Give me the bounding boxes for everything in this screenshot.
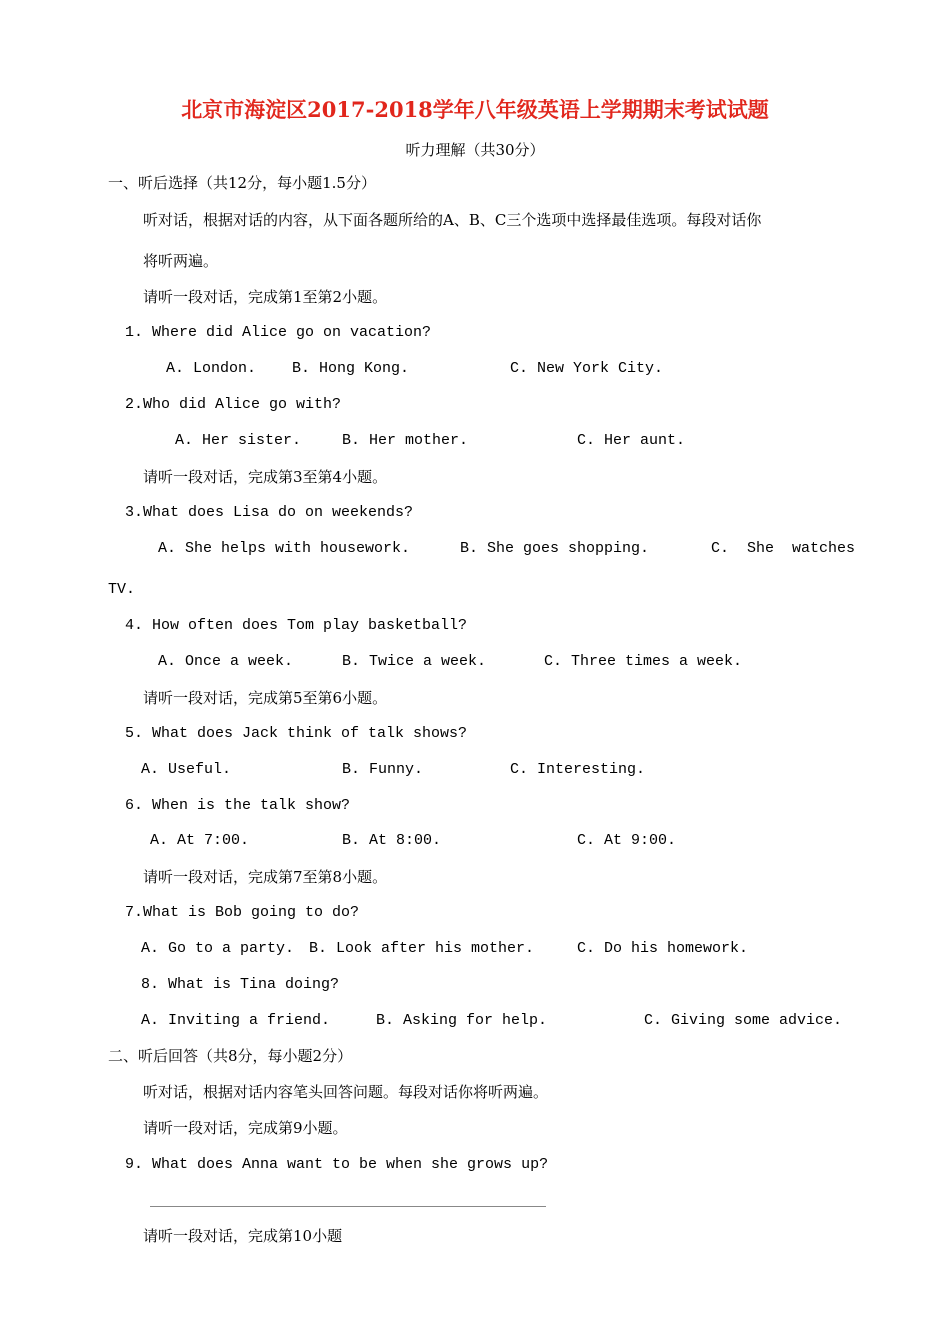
q3-option-c-cont: TV. bbox=[108, 581, 136, 598]
q6-option-b: B. At 8:00. bbox=[342, 832, 442, 849]
section1-instruction: 听对话，根据对话的内容，从下面各题所给的A、B、C三个选项中选择最佳选项。每段对话你 bbox=[143, 211, 762, 229]
q3-option-b: B. She goes shopping. bbox=[460, 540, 650, 557]
answer-line[interactable] bbox=[150, 1205, 546, 1207]
question-4: 4. How often does Tom play basketball? bbox=[125, 617, 468, 634]
q7-option-c: C. Do his homework. bbox=[577, 940, 749, 957]
q7-option-a: A. Go to a party. bbox=[141, 940, 295, 957]
q3-option-a: A. She helps with housework. bbox=[158, 540, 411, 557]
question-1: 1. Where did Alice go on vacation? bbox=[125, 324, 432, 341]
q5-option-c: C. Interesting. bbox=[510, 761, 646, 778]
q4-option-c: C. Three times a week. bbox=[544, 653, 743, 670]
dialog2-instruction: 请听一段对话，完成第3至第4小题。 bbox=[143, 468, 388, 486]
question-6: 6. When is the talk show? bbox=[125, 797, 351, 814]
q4-option-a: A. Once a week. bbox=[158, 653, 294, 670]
page-title: 北京市海淀区2017-2018学年八年级英语上学期期末考试试题 bbox=[181, 97, 769, 122]
q2-option-a: A. Her sister. bbox=[175, 432, 302, 449]
q2-option-b: B. Her mother. bbox=[342, 432, 469, 449]
question-8: 8. What is Tina doing? bbox=[141, 976, 340, 993]
question-3: 3.What does Lisa do on weekends? bbox=[125, 504, 414, 521]
q8-option-a: A. Inviting a friend. bbox=[141, 1012, 331, 1029]
section2-heading: 二、听后回答（共8分，每小题2分） bbox=[108, 1047, 353, 1065]
dialog3-instruction: 请听一段对话，完成第5至第6小题。 bbox=[143, 689, 388, 707]
section2-instruction: 听对话，根据对话内容笔头回答问题。每段对话你将听两遍。 bbox=[143, 1083, 549, 1101]
page-subtitle: 听力理解（共30分） bbox=[405, 141, 545, 159]
q1-option-a: A. London. bbox=[166, 360, 257, 377]
q1-option-b: B. Hong Kong. bbox=[292, 360, 410, 377]
q3-option-c: C. She watches bbox=[711, 540, 856, 557]
q8-option-c: C. Giving some advice. bbox=[644, 1012, 843, 1029]
q5-option-a: A. Useful. bbox=[141, 761, 232, 778]
q6-option-a: A. At 7:00. bbox=[150, 832, 250, 849]
q4-option-b: B. Twice a week. bbox=[342, 653, 487, 670]
q1-option-c: C. New York City. bbox=[510, 360, 664, 377]
question-7: 7.What is Bob going to do? bbox=[125, 904, 360, 921]
question-5: 5. What does Jack think of talk shows? bbox=[125, 725, 468, 742]
q5-option-b: B. Funny. bbox=[342, 761, 424, 778]
q2-option-c: C. Her aunt. bbox=[577, 432, 686, 449]
dialog6-instruction: 请听一段对话，完成第10小题 bbox=[143, 1227, 343, 1245]
q6-option-c: C. At 9:00. bbox=[577, 832, 677, 849]
dialog1-instruction: 请听一段对话，完成第1至第2小题。 bbox=[143, 288, 388, 306]
q7-option-b: B. Look after his mother. bbox=[309, 940, 535, 957]
section1-heading: 一、听后选择（共12分，每小题1.5分） bbox=[108, 174, 376, 192]
question-2: 2.Who did Alice go with? bbox=[125, 396, 342, 413]
dialog4-instruction: 请听一段对话，完成第7至第8小题。 bbox=[143, 868, 388, 886]
q8-option-b: B. Asking for help. bbox=[376, 1012, 548, 1029]
question-9: 9. What does Anna want to be when she grows up? bbox=[125, 1156, 549, 1173]
dialog5-instruction: 请听一段对话，完成第9小题。 bbox=[143, 1119, 348, 1137]
section1-instruction-cont: 将听两遍。 bbox=[143, 252, 219, 270]
